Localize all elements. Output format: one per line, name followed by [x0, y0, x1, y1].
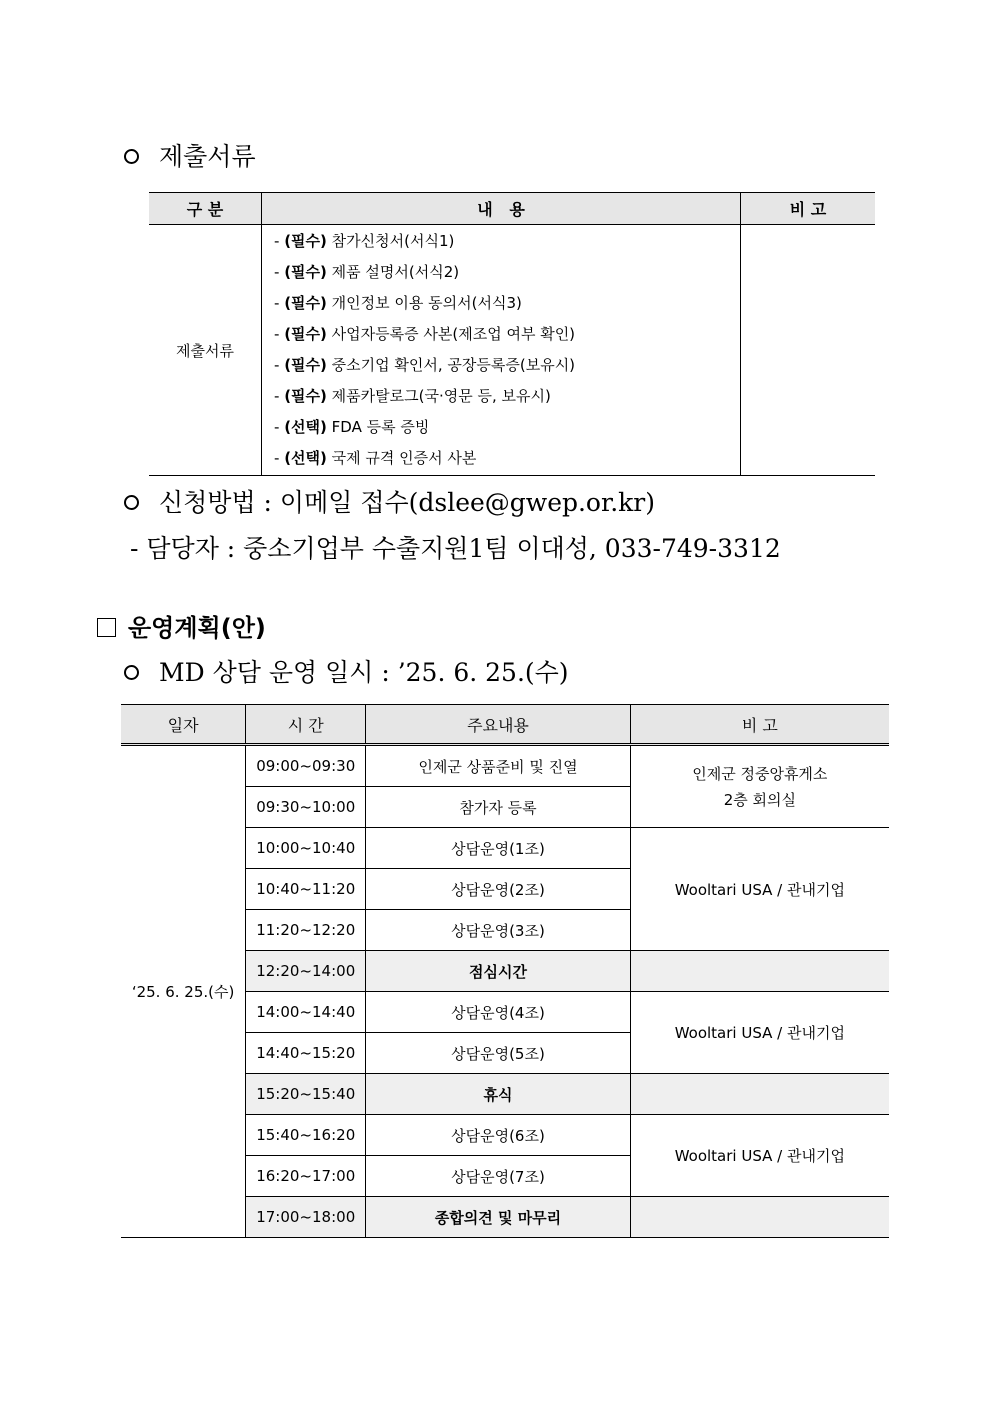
time-cell: 16:20~17:00	[246, 1156, 366, 1197]
content-cell: 상담운영(4조)	[366, 992, 630, 1033]
content-cell: 상담운영(6조)	[366, 1115, 630, 1156]
note-cell	[630, 1074, 889, 1115]
header-note: 비 고	[630, 705, 889, 745]
documents-list	[262, 225, 740, 475]
header-time: 시 간	[246, 705, 366, 745]
content-cell: 상담운영(5조)	[366, 1033, 630, 1074]
note-cell	[630, 951, 889, 992]
circle-bullet-icon	[124, 149, 139, 164]
partner-note-cell: Wooltari USA / 관내기업	[630, 992, 889, 1074]
submission-heading	[124, 137, 256, 173]
time-cell: 14:00~14:40	[246, 992, 366, 1033]
time-cell: 17:00~18:00	[246, 1197, 366, 1238]
time-cell: 15:20~15:40	[246, 1074, 366, 1115]
time-cell: 09:30~10:00	[246, 787, 366, 828]
content-cell: 상담운영(2조)	[366, 869, 630, 910]
header-content: 내 용	[262, 193, 741, 225]
table-header-row	[149, 193, 875, 225]
contact-line: - 담당자 : 중소기업부 수출지원1팀 이대성, 033-749-3312	[130, 534, 781, 563]
square-bullet-icon	[97, 618, 116, 637]
header-date: 일자	[121, 705, 246, 745]
header-category: 구 분	[149, 193, 262, 225]
table-header-row	[121, 705, 889, 745]
category-cell: 제출서류	[149, 225, 262, 476]
content-cell: 인제군 상품준비 및 진열	[366, 745, 630, 787]
table-row	[149, 225, 875, 476]
circle-bullet-icon	[124, 665, 139, 680]
application-method	[124, 483, 655, 519]
venue-line-1: 인제군 정중앙휴게소	[692, 764, 828, 783]
note-cell	[630, 1197, 889, 1238]
content-cell: 참가자 등록	[366, 787, 630, 828]
content-cell: 점심시간	[366, 951, 630, 992]
time-cell: 14:40~15:20	[246, 1033, 366, 1074]
circle-bullet-icon	[124, 495, 139, 510]
content-cell: 종합의견 및 마무리	[366, 1197, 630, 1238]
documents-cell	[262, 225, 741, 476]
venue-note-cell	[630, 745, 889, 828]
list-item: - (필수) 사업자등록증 사본(제조업 여부 확인)	[274, 325, 576, 343]
list-item: - (필수) 참가신청서(서식1)	[274, 232, 455, 250]
header-note: 비 고	[741, 193, 876, 225]
table-row	[121, 745, 889, 787]
application-method-text: 신청방법 : 이메일 접수(dslee@gwep.or.kr)	[159, 488, 655, 517]
header-content: 주요내용	[366, 705, 630, 745]
time-cell: 10:40~11:20	[246, 869, 366, 910]
partner-note-cell: Wooltari USA / 관내기업	[630, 828, 889, 951]
time-cell: 12:20~14:00	[246, 951, 366, 992]
list-item: - (필수) 개인정보 이용 동의서(서식3)	[274, 294, 522, 312]
time-cell: 09:00~09:30	[246, 745, 366, 787]
list-item: - (선택) 국제 규격 인증서 사본	[274, 449, 477, 467]
content-cell: 상담운영(1조)	[366, 828, 630, 869]
content-cell: 상담운영(7조)	[366, 1156, 630, 1197]
note-cell	[741, 225, 876, 476]
venue-line-2: 2층 회의실	[723, 790, 796, 809]
schedule-line-text: MD 상담 운영 일시 : ’25. 6. 25.(수)	[159, 658, 569, 687]
plan-title	[97, 608, 266, 643]
content-cell: 상담운영(3조)	[366, 910, 630, 951]
submission-heading-text: 제출서류	[159, 142, 256, 171]
schedule-table	[121, 704, 889, 1238]
time-cell: 11:20~12:20	[246, 910, 366, 951]
date-cell: ‘25. 6. 25.(수)	[121, 745, 246, 1238]
list-item: - (선택) FDA 등록 증빙	[274, 418, 430, 436]
plan-title-text: 운영계획(안)	[128, 614, 266, 642]
list-item: - (필수) 제품 설명서(서식2)	[274, 263, 460, 281]
schedule-line	[124, 653, 569, 689]
list-item: - (필수) 제품카탈로그(국·영문 등, 보유시)	[274, 387, 551, 405]
content-cell: 휴식	[366, 1074, 630, 1115]
partner-note-cell: Wooltari USA / 관내기업	[630, 1115, 889, 1197]
time-cell: 15:40~16:20	[246, 1115, 366, 1156]
list-item: - (필수) 중소기업 확인서, 공장등록증(보유시)	[274, 356, 576, 374]
submission-table	[149, 192, 875, 476]
time-cell: 10:00~10:40	[246, 828, 366, 869]
